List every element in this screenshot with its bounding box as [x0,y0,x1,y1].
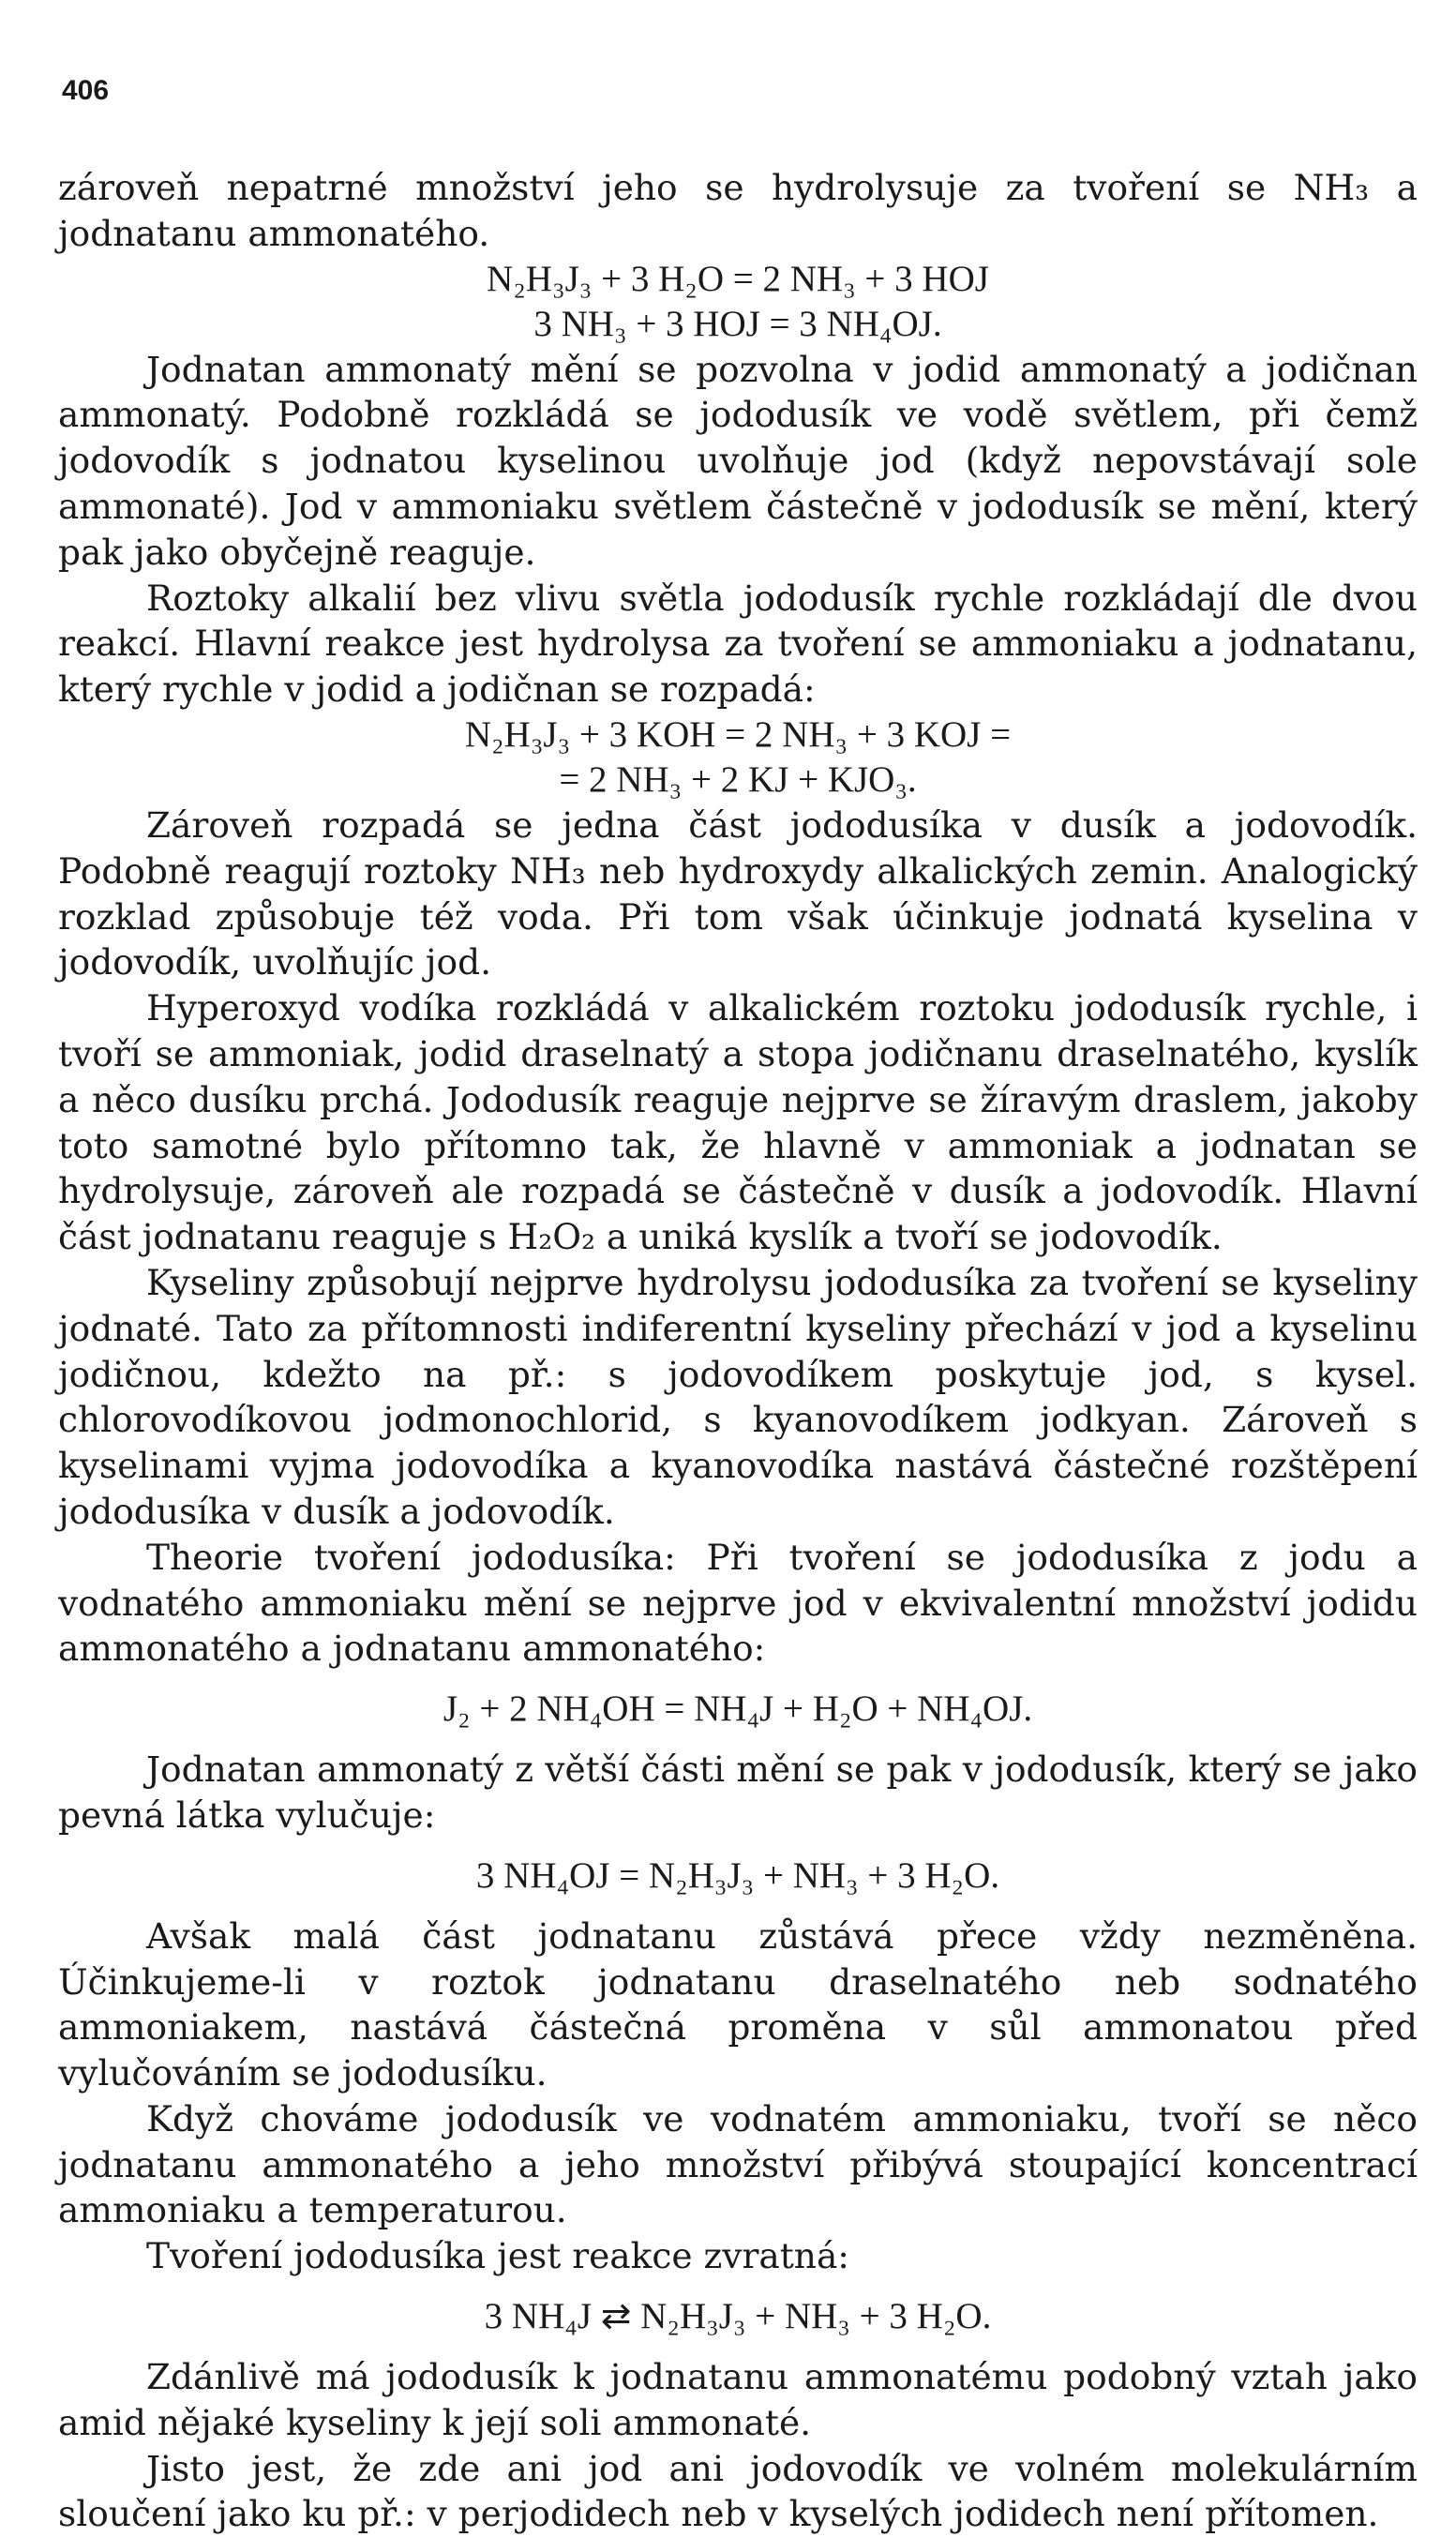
paragraph: Zároveň rozpadá se jedna část jododusíka v dusík a jodovodík. Podobně reagují roztoky NH₃ neb hydroxydy alkalických zemin. Analogický rozklad způsobuje též voda. Při tom však účinkuje jodnatá kyselina v jodovodík, uvolňujíc jod. [58,803,1418,983]
equation: N₂H₃J₃ + 3 KOH = 2 NH₃ + 3 KOJ = [464,713,1012,755]
paragraph: Když chováme jododusík ve vodnatém ammoniaku, tvoří se něco jodnatanu ammonatého a jeho množství přibývá stoupající koncentrací ammoniaku a temperaturou. [58,2097,1418,2231]
equation: N₂H₃J₃ + 3 H₂O = 2 NH₃ + 3 HOJ [487,258,989,299]
page-number: 406 [62,75,110,106]
paragraph: Kyseliny způsobují nejprve hydrolysu jododusíka za tvoření se kyseliny jodnaté. Tato za přítomnosti indiferentní kyseliny přechází v jod a kyselinu jodičnou, kdežto na př.: s jodovodíkem poskytuje jod, s kysel. chlorovodíkovou jodmonochlorid, s kyanovodíkem jodkyan. Zároveň s kyselinami vyjma jodovodíka a kyanovodíka nastává částečné rozštěpení jododusíka v dusík a jodovodík. [58,1261,1418,1532]
paragraph: Tvoření jododusíka jest reakce zvratná: [146,2235,849,2277]
equation: 3 NH₃ + 3 HOJ = 3 NH₄OJ. [533,303,942,344]
paragraph: Jisto jest, že zde ani jod ani jodovodík ve volném molekulárním sloučení jako ku př.: v perjodidech neb v kyselých jodidech není přítomen. [58,2447,1418,2535]
paragraph: Hyperoxyd vodíka rozkládá v alkalickém roztoku jododusík rychle, i tvoří se ammoniak, jodid draselnatý a stopa jodičnanu draselnatého, kyslík a něco dusíku prchá. Jododusík reaguje nejprve se žíravým draslem, jakoby toto samotné bylo přítomno tak, že hlavně v ammoniak a jodnatan se hydrolysuje, zároveň ale rozpadá se částečně v dusík a jodovodík. Hlavní část jodnatanu reaguje s H₂O₂ a uniká kyslík a tvoří se jodovodík. [58,987,1418,1258]
equation: 3 NH₄OJ = N₂H₃J₃ + NH₃ + 3 H₂O. [475,1854,1000,1896]
page-body [58,165,1418,2537]
paragraph: Jodnatan ammonatý z větší části mění se pak v jododusík, který se jako pevná látka vylučuje: [58,1749,1418,1836]
equation: J₂ + 2 NH₄OH = NH₄J + H₂O + NH₄OJ. [443,1689,1033,1730]
paragraph: Avšak malá část jodnatanu zůstává přece vždy nezměněna. Účinkujeme-li v roztok jodnatanu draselnatého neb sodnatého ammoniakem, nastává částečná proměna v sůl ammonatou před vylučováním se jododusíku. [58,1914,1418,2094]
paragraph: zároveň nepatrné množství jeho se hydrolysuje za tvoření se NH₃ a jodnatanu ammonatého. [58,167,1418,254]
paragraph: Jodnatan ammonatý mění se pozvolna v jodid ammonatý a jodičnan ammonatý. Podobně rozkládá se jododusík ve vodě světlem, při čemž jodovodík s jodnatou kyselinou uvolňuje jod (když nepovstávají sole ammonaté). Jod v ammoniaku světlem částečně v jododusík se mění, který pak jako obyčejně reaguje. [58,348,1418,573]
equation: = 2 NH₃ + 2 KJ + KJO₃. [559,758,917,800]
paragraph: Theorie tvoření jododusíka: Při tvoření se jododusíka z jodu a vodnatého ammoniaku mění se nejprve jod v ekvivalentní množství jodidu ammonatého a jodnatanu ammonatého: [58,1536,1418,1670]
paragraph: Zdánlivě má jododusík k jodnatanu ammonatému podobný vztah jako amid nějaké kyseliny k její soli ammonaté. [58,2356,1418,2443]
paragraph: Roztoky alkalií bez vlivu světla jododusík rychle rozkládají dle dvou reakcí. Hlavní reakce jest hydrolysa za tvoření se ammoniaku a jodnatanu, který rychle v jodid a jodičnan se rozpadá: [58,577,1418,711]
equation: 3 NH₄J ⇄ N₂H₃J₃ + NH₃ + 3 H₂O. [484,2296,992,2337]
